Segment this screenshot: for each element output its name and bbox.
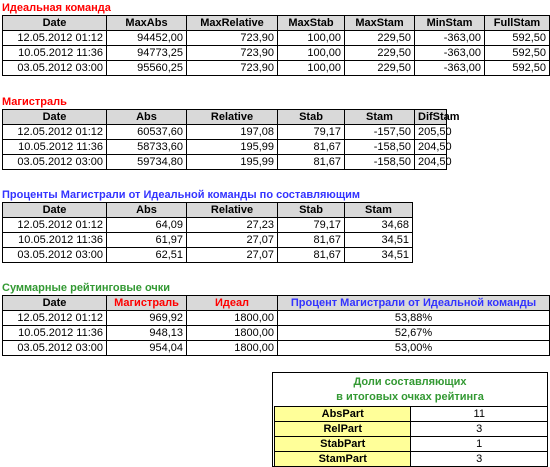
- cell: 79,17: [278, 218, 345, 233]
- cell: 94452,00: [107, 31, 187, 46]
- table-row: [3, 326, 550, 341]
- cell: 27,23: [187, 218, 278, 233]
- column-header: Date: [3, 16, 107, 31]
- shares-row: [273, 407, 548, 422]
- shares-title-line1: Доли составляющих: [353, 375, 467, 388]
- cell: -363,00: [415, 61, 485, 76]
- cell: 197,08: [187, 125, 278, 140]
- column-header: Процент Магистрали от Идеальной команды: [278, 296, 550, 311]
- cell: 229,50: [345, 46, 415, 61]
- cell: 59734,80: [107, 155, 187, 170]
- column-header: FullStam: [485, 16, 550, 31]
- cell: 52,67%: [278, 326, 550, 341]
- cell: 229,50: [345, 61, 415, 76]
- cell-date: 12.05.2012 01:12: [3, 31, 107, 46]
- cell-date: 03.05.2012 03:00: [3, 341, 107, 356]
- cell: 100,00: [278, 61, 345, 76]
- cell: 34,68: [345, 218, 413, 233]
- cell: 81,67: [278, 155, 345, 170]
- shares-label: StamPart: [275, 452, 411, 467]
- table-row: [3, 218, 413, 233]
- table-row: [3, 31, 550, 46]
- column-header: Relative: [187, 110, 278, 125]
- column-header: Abs: [107, 203, 187, 218]
- column-header: Date: [3, 296, 107, 311]
- cell: 58733,60: [107, 140, 187, 155]
- cell: 53,00%: [278, 341, 550, 356]
- table-header-row: [3, 16, 550, 31]
- cell-date: 12.05.2012 01:12: [3, 311, 107, 326]
- shares-row: [273, 437, 548, 452]
- cell: 34,51: [345, 248, 413, 263]
- shares-row: [273, 422, 548, 437]
- magistral-table: [2, 109, 460, 170]
- cell: 195,99: [187, 140, 278, 155]
- percent-table: [2, 202, 413, 263]
- column-header: Date: [3, 110, 107, 125]
- cell: 204,50: [415, 155, 447, 170]
- cell-date: 03.05.2012 03:00: [3, 155, 107, 170]
- column-header: MaxStab: [278, 16, 345, 31]
- cell-date: 10.05.2012 11:36: [3, 233, 107, 248]
- shares-label: AbsPart: [275, 407, 411, 422]
- magistral-title: Магистраль: [2, 96, 67, 108]
- column-header: Date: [3, 203, 107, 218]
- table-header-row: [3, 203, 413, 218]
- cell: -363,00: [415, 31, 485, 46]
- table-header-row: [3, 110, 447, 125]
- cell: 1800,00: [187, 326, 278, 341]
- shares-label: StabPart: [275, 437, 411, 452]
- cell: 723,90: [187, 31, 278, 46]
- table-row: [3, 248, 413, 263]
- cell-date: 10.05.2012 11:36: [3, 140, 107, 155]
- cell: 229,50: [345, 31, 415, 46]
- table-row: [3, 140, 447, 155]
- shares-title: [273, 373, 548, 407]
- column-header: Stab: [278, 110, 345, 125]
- cell: 27,07: [187, 248, 278, 263]
- cell: 948,13: [107, 326, 187, 341]
- cell-date: 10.05.2012 11:36: [3, 326, 107, 341]
- cell: 592,50: [485, 61, 550, 76]
- cell: -157,50: [345, 125, 415, 140]
- shares-value: 11: [411, 407, 548, 422]
- cell: 81,67: [278, 248, 345, 263]
- summary-title: Суммарные рейтинговые очки: [2, 282, 171, 294]
- cell: 100,00: [278, 46, 345, 61]
- cell: 27,07: [187, 233, 278, 248]
- cell: 95560,25: [107, 61, 187, 76]
- table-row: [3, 233, 413, 248]
- cell-date: 10.05.2012 11:36: [3, 46, 107, 61]
- cell: 969,92: [107, 311, 187, 326]
- cell: 723,90: [187, 46, 278, 61]
- cell: 61,97: [107, 233, 187, 248]
- ideal-team-table: [2, 15, 550, 76]
- table-row: [3, 311, 550, 326]
- cell: 1800,00: [187, 311, 278, 326]
- cell: 205,50: [415, 125, 447, 140]
- shares-header-row: [273, 373, 548, 407]
- shares-table: [272, 372, 548, 467]
- cell: 1800,00: [187, 341, 278, 356]
- cell: 592,50: [485, 46, 550, 61]
- cell: 60537,60: [107, 125, 187, 140]
- column-header: Stam: [345, 203, 413, 218]
- column-header: MaxStam: [345, 16, 415, 31]
- shares-row: [273, 452, 548, 467]
- cell: 204,50: [415, 140, 447, 155]
- table-row: [3, 341, 550, 356]
- cell: -158,50: [345, 155, 415, 170]
- cell-date: 12.05.2012 01:12: [3, 218, 107, 233]
- cell: 81,67: [278, 233, 345, 248]
- cell: 723,90: [187, 61, 278, 76]
- column-header: Abs: [107, 110, 187, 125]
- cell: 62,51: [107, 248, 187, 263]
- cell: -158,50: [345, 140, 415, 155]
- shares-value: 3: [411, 422, 548, 437]
- cell: 64,09: [107, 218, 187, 233]
- cell: -363,00: [415, 46, 485, 61]
- cell: 34,51: [345, 233, 413, 248]
- table-header-row: [3, 296, 550, 311]
- column-header: MaxRelative: [187, 16, 278, 31]
- table-row: [3, 155, 447, 170]
- cell-date: 03.05.2012 03:00: [3, 61, 107, 76]
- shares-value: 3: [411, 452, 548, 467]
- table-row: [3, 125, 447, 140]
- percent-title: Проценты Магистрали от Идеальной команды по составляющим: [2, 189, 361, 201]
- cell: 195,99: [187, 155, 278, 170]
- cell: 94773,25: [107, 46, 187, 61]
- column-header: Идеал: [187, 296, 278, 311]
- column-header: Stab: [278, 203, 345, 218]
- column-header: MaxAbs: [107, 16, 187, 31]
- cell: 100,00: [278, 31, 345, 46]
- cell: 79,17: [278, 125, 345, 140]
- cell-date: 03.05.2012 03:00: [3, 248, 107, 263]
- column-header: Relative: [187, 203, 278, 218]
- cell-date: 12.05.2012 01:12: [3, 125, 107, 140]
- column-header: Магистраль: [107, 296, 187, 311]
- shares-label: RelPart: [275, 422, 411, 437]
- cell: 81,67: [278, 140, 345, 155]
- shares-title-line2: в итоговых очках рейтинга: [336, 390, 484, 403]
- ideal-team-title: Идеальная команда: [2, 2, 111, 14]
- cell: 592,50: [485, 31, 550, 46]
- table-row: [3, 46, 550, 61]
- table-row: [3, 61, 550, 76]
- summary-table: [2, 295, 550, 356]
- column-header: DifStam: [415, 110, 447, 125]
- shares-value: 1: [411, 437, 548, 452]
- cell: 954,04: [107, 341, 187, 356]
- column-header: MinStam: [415, 16, 485, 31]
- column-header: Stam: [345, 110, 415, 125]
- cell: 53,88%: [278, 311, 550, 326]
